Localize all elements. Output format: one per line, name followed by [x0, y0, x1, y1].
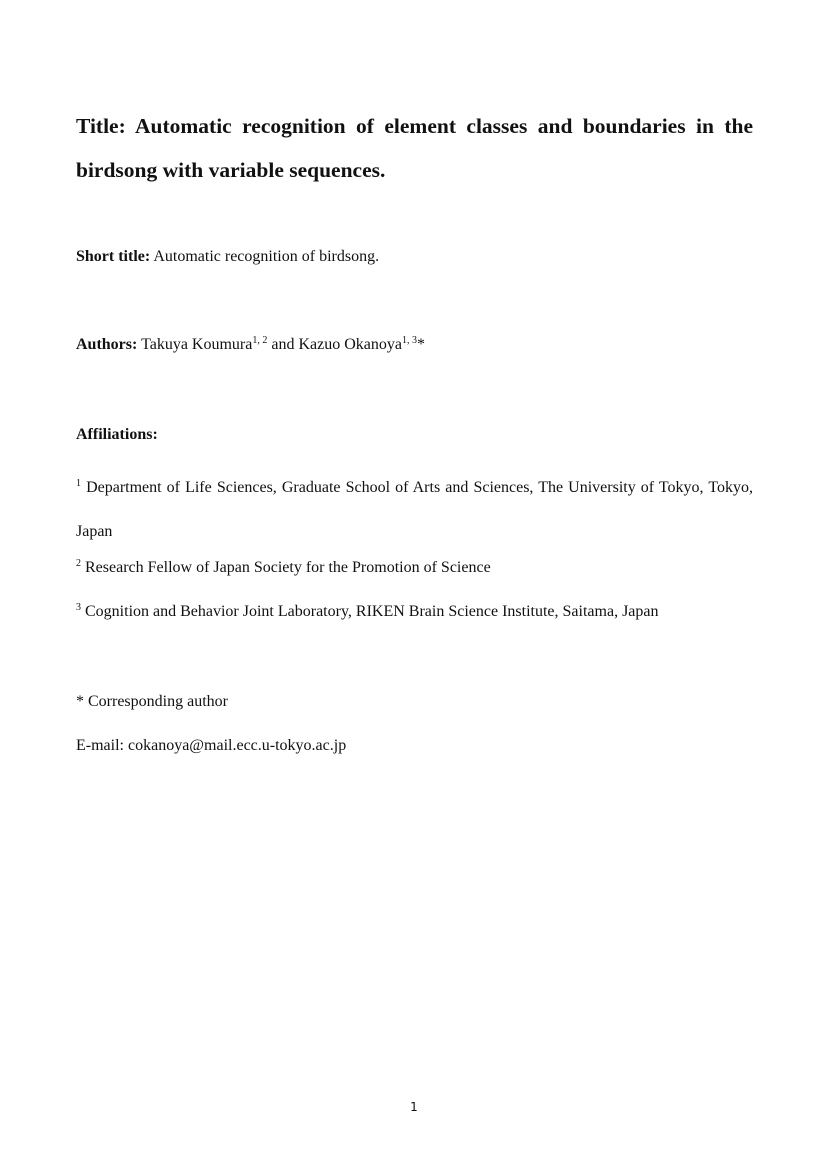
affiliation-3-text: Cognition and Behavior Joint Laboratory, RIKEN Brain Science Institute, Saitama, Japan	[85, 603, 659, 620]
paper-title: Title: Automatic recognition of element classes and boundaries in the birdsong with variable sequences.	[76, 114, 753, 182]
corresponding-author-mark: *	[416, 336, 425, 353]
page-number: 1	[410, 1100, 418, 1114]
author-2-name: Kazuo Okanoya	[298, 336, 402, 353]
short-title-label: Short title:	[76, 248, 151, 265]
affiliation-1	[76, 466, 753, 554]
authors-joiner: and	[271, 336, 295, 353]
affiliations-heading-label: Affiliations:	[76, 426, 158, 443]
author-1-name: Takuya Koumura	[141, 336, 253, 353]
short-title-line	[76, 247, 379, 267]
corresponding-email: E-mail: cokanoya@mail.ecc.u-tokyo.ac.jp	[76, 737, 347, 754]
author-1-affiliation-marks: 1, 2	[252, 335, 268, 346]
affiliation-2	[76, 558, 491, 578]
affiliation-3-number: 3	[76, 602, 81, 613]
affiliation-1-number: 1	[76, 478, 81, 489]
affiliation-3	[76, 602, 659, 622]
affiliation-2-text: Research Fellow of Japan Society for the Promotion of Science	[85, 559, 491, 576]
authors-label: Authors:	[76, 336, 138, 353]
affiliation-1-text: Department of Life Sciences, Graduate School of Arts and Sciences, The University of Tokyo, Tokyo, Japan	[76, 479, 753, 540]
author-2-affiliation-marks: 1, 3	[401, 335, 417, 346]
short-title-text: Automatic recognition of birdsong.	[153, 248, 380, 265]
authors-line	[76, 335, 425, 355]
corresponding-author-label: * Corresponding author	[76, 693, 228, 710]
affiliations-heading	[76, 425, 158, 445]
affiliation-2-number: 2	[76, 558, 81, 569]
